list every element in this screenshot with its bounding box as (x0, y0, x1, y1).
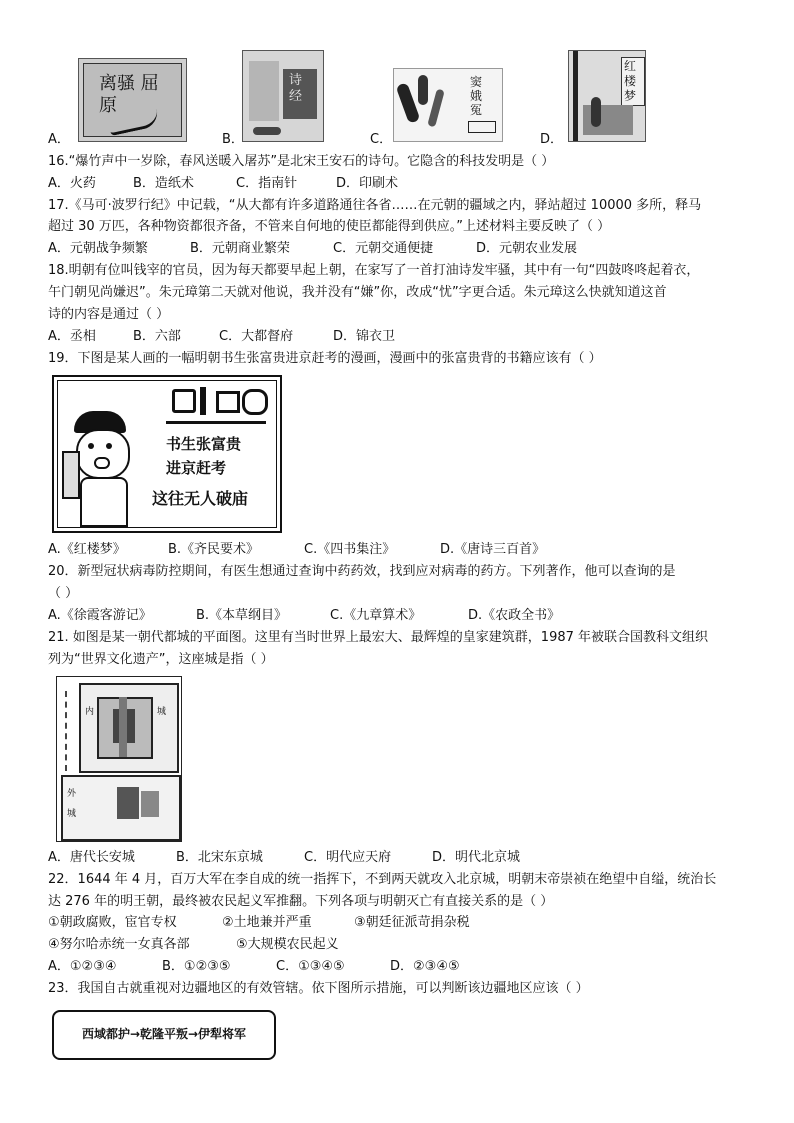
q21-option-c[interactable]: C．明代应天府 (304, 850, 392, 865)
q17-option-c[interactable]: C．元朝交通便捷 (333, 241, 434, 256)
q15-option-b[interactable]: B． (222, 132, 244, 147)
q22-stem-line1: 22．1644 年 4 月，百万大军在李自成的统一指挥下，不到两天就攻入北京城，明朝末帝崇祯在绝望中自缢，统治长 (48, 872, 717, 887)
q17-option-d[interactable]: D．元朝农业发展 (476, 241, 578, 256)
book-cover-title-a: 离骚 屈原 (99, 73, 159, 116)
q16-option-b[interactable]: B．造纸术 (133, 176, 194, 191)
measures-box-text: 西域都护→乾隆平叛→伊犁将军 (81, 1027, 247, 1041)
book-cover-title-b: 诗经 (289, 73, 303, 104)
q21-option-d[interactable]: D．明代北京城 (432, 850, 521, 865)
q22-option-d[interactable]: D．②③④⑤ (390, 959, 460, 974)
capital-city-map-image (56, 676, 182, 842)
q22-option-a[interactable]: A．①②③④ (48, 959, 117, 974)
q18-stem-line2: 午门朝见尚嫌迟”。朱元璋第二天就对他说，我并没有“嫌”你，改成“忧”字更合适。朱元璋这么快就知道这首 (48, 285, 667, 300)
map-label-outer-2: 城 (67, 809, 77, 819)
q21-option-a[interactable]: A．唐代长安城 (48, 850, 135, 865)
map-label-inner-1: 内 (85, 707, 95, 717)
book-cover-image-a (78, 58, 187, 142)
cartoon-scholar-image (52, 375, 282, 533)
q17-stem-line1: 17.《马可·波罗行纪》中记载，“从大都有许多道路通往各省……在元朝的疆域之内，驿站超过 10000 多所，释马 (48, 198, 702, 213)
book-cover-title-d: 红楼梦 (621, 57, 645, 106)
q18-stem-line3: 诗的内容是通过（ ） (48, 307, 170, 322)
q17-option-a[interactable]: A．元朝战争频繁 (48, 241, 148, 256)
q15-option-a[interactable]: A． (48, 132, 70, 147)
q22-item-1: ①朝政腐败，宦官专权 (48, 915, 177, 930)
q22-option-c[interactable]: C．①③④⑤ (276, 959, 345, 974)
q19-option-a[interactable]: A.《红楼梦》 (48, 542, 126, 557)
q18-option-c[interactable]: C．大都督府 (219, 329, 294, 344)
q21-option-b[interactable]: B．北宋东京城 (176, 850, 263, 865)
book-cover-title-c: 窦娥冤 (470, 75, 483, 117)
q20-option-d[interactable]: D.《农政全书》 (468, 608, 561, 623)
q20-option-b[interactable]: B.《本草纲目》 (196, 608, 288, 623)
book-cover-image-b (242, 50, 324, 142)
q20-stem-line1: 20．新型冠状病毒防控期间，有医生想通过查询中药药效，找到应对病毒的药方。下列著作，他可以查询的是 (48, 564, 676, 579)
q18-option-a[interactable]: A．丞相 (48, 329, 96, 344)
q20-option-c[interactable]: C.《九章算术》 (330, 608, 422, 623)
measures-box (52, 1010, 276, 1060)
map-label-outer-1: 外 (67, 789, 77, 799)
q20-stem-line2: （ ） (48, 586, 79, 601)
q16-option-d[interactable]: D．印刷术 (336, 176, 399, 191)
q18-option-d[interactable]: D．锦衣卫 (333, 329, 396, 344)
q22-option-b[interactable]: B．①②③⑤ (162, 959, 231, 974)
q22-item-4: ④努尔哈赤统一女真各部 (48, 937, 190, 952)
q21-stem-line2: 列为“世界文化遗产”，这座城是指（ ） (48, 652, 274, 667)
q19-stem: 19．下图是某人画的一幅明朝书生张富贵进京赶考的漫画，漫画中的张富贵背的书籍应该有（ ） (48, 351, 602, 366)
q22-item-2: ②土地兼并严重 (222, 915, 312, 930)
q17-stem-line2: 超过 30 万匹，各种物资都很齐备，不管来自何地的使臣都能得到供应。”上述材料主要反映了（ ） (48, 219, 611, 234)
q18-option-b[interactable]: B．六部 (133, 329, 181, 344)
book-cover-image-d (568, 50, 646, 142)
cartoon-caption-line3: 这往无人破庙 (152, 489, 249, 508)
q21-stem-line1: 21. 如图是某一朝代都城的平面图。这里有当时世界上最宏大、最辉煌的皇家建筑群，1987 年被联合国教科文组织 (48, 630, 709, 645)
q16-option-a[interactable]: A．火药 (48, 176, 96, 191)
q22-stem-line2: 达 276 年的明王朝，最终被农民起义军推翻。下列各项与明朝灭亡有直接关系的是（ ） (48, 894, 554, 909)
q19-option-b[interactable]: B.《齐民要术》 (168, 542, 260, 557)
q15-option-c[interactable]: C． (370, 132, 393, 147)
q23-stem: 23．我国自古就重视对边疆地区的有效管辖。依下图所示措施，可以判断该边疆地区应该（ ） (48, 981, 589, 996)
q19-option-d[interactable]: D.《唐诗三百首》 (440, 542, 546, 557)
q15-option-d[interactable]: D． (540, 132, 564, 147)
q22-item-3: ③朝廷征派苛捐杂税 (354, 915, 470, 930)
book-cover-image-c (393, 68, 503, 142)
q16-option-c[interactable]: C．指南针 (236, 176, 298, 191)
q18-stem-line1: 18.明朝有位叫钱宰的官员，因为每天都要早起上朝，在家写了一首打油诗发牢骚，其中有一句“四鼓咚咚起着衣， (48, 263, 700, 278)
q16-stem: 16.“爆竹声中一岁除，春风送暖入屠苏”是北宋王安石的诗句。它隐含的科技发明是（ ） (48, 154, 555, 169)
cartoon-caption-line1: 书生张富贵 (166, 435, 242, 453)
q19-option-c[interactable]: C.《四书集注》 (304, 542, 396, 557)
cartoon-caption-line2: 进京赶考 (166, 459, 227, 477)
map-label-inner-2: 城 (157, 707, 167, 717)
q17-option-b[interactable]: B．元朝商业繁荣 (190, 241, 290, 256)
q20-option-a[interactable]: A.《徐霞客游记》 (48, 608, 152, 623)
q22-item-5: ⑤大规模农民起义 (236, 937, 339, 952)
